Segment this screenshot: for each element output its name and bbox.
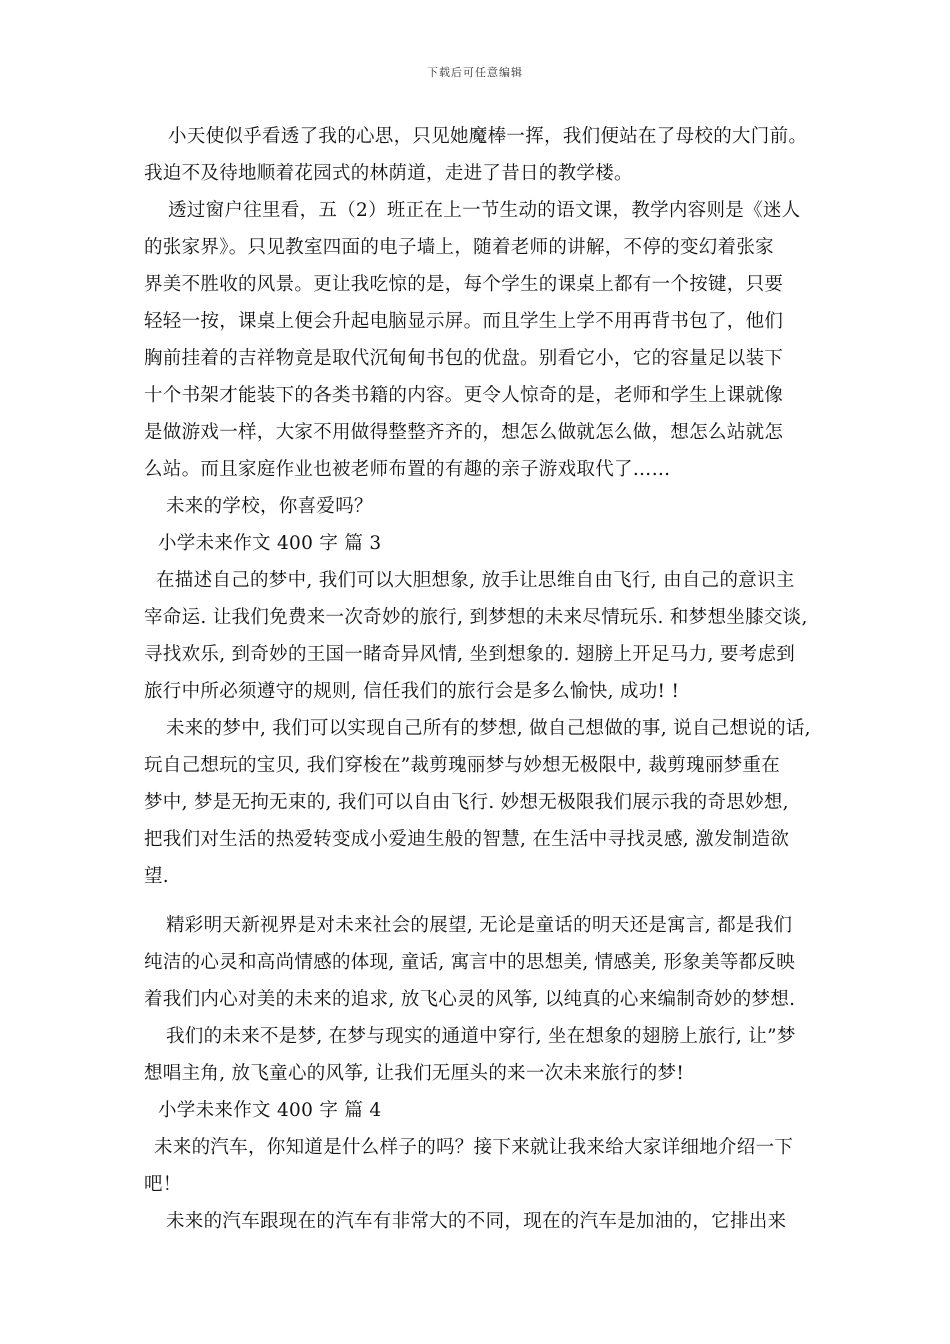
text-line: 精彩明天新视界是对未来社会的展望, 无论是童话的明天还是寓言, 都是我们 <box>166 915 793 936</box>
text-line: 玩自己想玩的宝贝, 我们穿梭在”裁剪瑰丽梦与妙想无极限中, 裁剪瑰丽梦重在 <box>144 755 781 776</box>
paragraph-gap <box>144 895 824 907</box>
text-line: 我迫不及待地顺着花园式的林荫道，走进了昔日的教学楼。 <box>144 163 633 184</box>
text-line: 未来的梦中, 我们可以实现自己所有的梦想, 做自己想做的事, 说自己想说的话, <box>166 718 811 739</box>
text-line: 未来的汽车跟现在的汽车有非常大的不同，现在的汽车是加油的，它排出来 <box>166 1211 787 1232</box>
text-line: 么站。而且家庭作业也被老师布置的有趣的亲子游戏取代了…… <box>144 459 671 480</box>
text-line: 想唱主角, 放飞童心的风筝, 让我们无厘头的来一次未来旅行的梦! <box>144 1063 685 1084</box>
text-line: 宰命运. 让我们免费来一次奇妙的旅行, 到梦想的未来尽情玩乐. 和梦想坐膝交谈, <box>144 607 808 628</box>
text-line: 吧！ <box>144 1174 182 1195</box>
text-line: 寻找欢乐, 到奇妙的王国一睹奇异风情, 坐到想象的. 翅膀上开足马力, 要考虑到 <box>144 644 796 665</box>
text-line: 未来的汽车，你知道是什么样子的吗？接下来就让我来给大家详细地介绍一下 <box>154 1137 794 1158</box>
text-line: 纯洁的心灵和高尚情感的体现, 童话, 寓言中的思想美, 情感美, 形象美等都反映 <box>144 952 796 973</box>
text-line: 小天使似乎看透了我的心思，只见她魔棒一挥，我们便站在了母校的大门前。 <box>168 126 808 147</box>
text-line: 旅行中所必须遵守的规则, 信任我们的旅行会是多么愉快, 成功! ! <box>144 681 680 702</box>
text-line: 轻轻一按，课桌上便会升起电脑显示屏。而且学生上学不用再背书包了，他们 <box>144 311 784 332</box>
text-line: 在描述自己的梦中, 我们可以大胆想象, 放手让思维自由飞行, 由自己的意识主 <box>156 570 795 591</box>
text-line: 胸前挂着的吉祥物竟是取代沉甸甸书包的优盘。别看它小，它的容量足以装下 <box>144 348 784 369</box>
text-line: 望. <box>144 866 169 887</box>
text-line: 梦中, 梦是无拘无束的, 我们可以自由飞行. 妙想无极限我们展示我的奇思妙想, <box>144 792 789 813</box>
text-line: 把我们对生活的热爱转变成小爱迪生般的智慧, 在生活中寻找灵感, 激发制造欲 <box>144 829 790 850</box>
document-body <box>144 118 824 1240</box>
text-line: 着我们内心对美的未来的追求, 放飞心灵的风筝, 以纯真的心来编制奇妙的梦想. <box>144 989 796 1010</box>
text-line: 小学未来作文 400 字 篇 3 <box>158 533 382 554</box>
text-line: 我们的未来不是梦, 在梦与现实的通道中穿行, 坐在想象的翅膀上旅行, 让”梦 <box>166 1026 796 1047</box>
text-line: 透过窗户往里看，五（2）班正在上一节生动的语文课，教学内容则是《迷人 <box>168 200 801 221</box>
text-line: 十个书架才能装下的各类书籍的内容。更令人惊奇的是，老师和学生上课就像 <box>144 385 784 406</box>
text-line: 的张家界》。只见教室四面的电子墙上，随着老师的讲解，不停的变幻着张家 <box>144 237 774 258</box>
text-line: 界美不胜收的风景。更让我吃惊的是，每个学生的课桌上都有一个按键，只要 <box>144 274 784 295</box>
text-line: 未来的学校，你喜爱吗？ <box>166 496 373 517</box>
page-header: 下载后可任意编辑 <box>427 66 523 79</box>
text-line: 是做游戏一样，大家不用做得整整齐齐的，想怎么做就怎么做，想怎么站就怎 <box>144 422 784 443</box>
text-line: 小学未来作文 400 字 篇 4 <box>158 1100 382 1121</box>
